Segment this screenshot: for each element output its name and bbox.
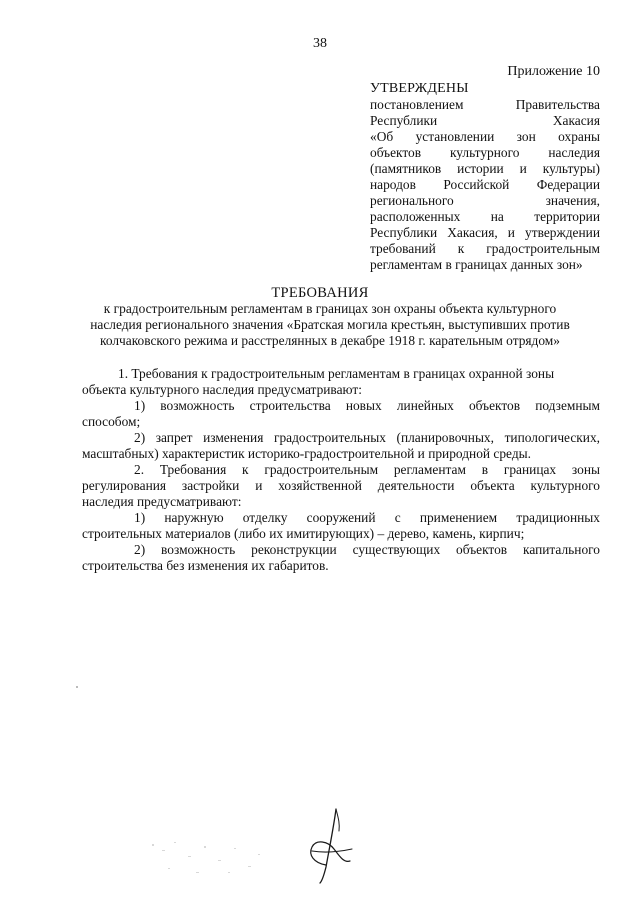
approval-line: требований к градостроительным [370, 241, 600, 256]
document-title: ТРЕБОВАНИЯ [271, 285, 369, 301]
approval-line: «Об установлении зон охраны [370, 129, 600, 144]
document-body [82, 366, 600, 574]
item-1-2-line: 2) запрет изменения градостроительных (планировочных, типологических, [134, 430, 600, 445]
document-subtitle [60, 301, 600, 349]
scan-speck [76, 686, 78, 688]
approval-line: расположенных на территории [370, 209, 600, 224]
item-2-1-line: строительных материалов (либо их имитирующих) – дерево, камень, кирпич; [82, 526, 525, 541]
approval-heading: УТВЕРЖДЕНЫ [370, 81, 469, 96]
approval-block [370, 80, 600, 273]
appendix-label: Приложение 10 [507, 64, 600, 79]
handwritten-signature [300, 805, 360, 885]
paragraph-2-line: наследия предусматривают: [82, 494, 242, 509]
approval-line: народов Российской Федерации [370, 177, 600, 192]
approval-line: (памятников истории и культуры) [370, 161, 600, 176]
item-1-2-line: масштабных) характеристик историко-градостроительной и природной среды. [82, 446, 531, 461]
item-2-1-line: 1) наружную отделку сооружений с применением традиционных [134, 510, 600, 525]
approval-line: регламентам в границах данных зон» [370, 257, 583, 272]
paragraph-1-line: 1. Требования к градостроительным регламентам в границах охранной зоны [118, 366, 555, 381]
subtitle-line: наследия регионального значения «Братская могила крестьян, выступивших против [90, 317, 570, 332]
page-number: 38 [313, 36, 327, 51]
approval-line: постановлением Правительства [370, 97, 600, 112]
item-2-2-line: строительства без изменения их габаритов. [82, 558, 329, 573]
item-2-2-line: 2) возможность реконструкции существующих объектов капитального [134, 542, 600, 557]
subtitle-line: к градостроительным регламентам в границах зон охраны объекта культурного [103, 301, 557, 316]
paragraph-2-line: 2. Требования к градостроительным регламентам в границах зоны [134, 462, 600, 477]
paragraph-1-line: объекта культурного наследия предусматривают: [82, 382, 362, 397]
item-1-1-line: 1) возможность строительства новых линейных объектов подземным [134, 398, 600, 413]
approval-line: регионального значения, [370, 193, 600, 208]
approval-line: объектов культурного наследия [370, 145, 600, 160]
approval-line: Республики Хакасия, и утверждении [370, 225, 600, 240]
item-1-1-line: способом; [82, 414, 141, 429]
approval-line: Республики Хакасия [370, 113, 600, 128]
subtitle-line: колчаковского режима и расстрелянных в декабре 1918 г. карательным отрядом» [100, 333, 560, 348]
faint-stamp-trace [148, 838, 268, 878]
paragraph-2-line: регулирования застройки и хозяйственной деятельности объекта культурного [82, 478, 600, 493]
